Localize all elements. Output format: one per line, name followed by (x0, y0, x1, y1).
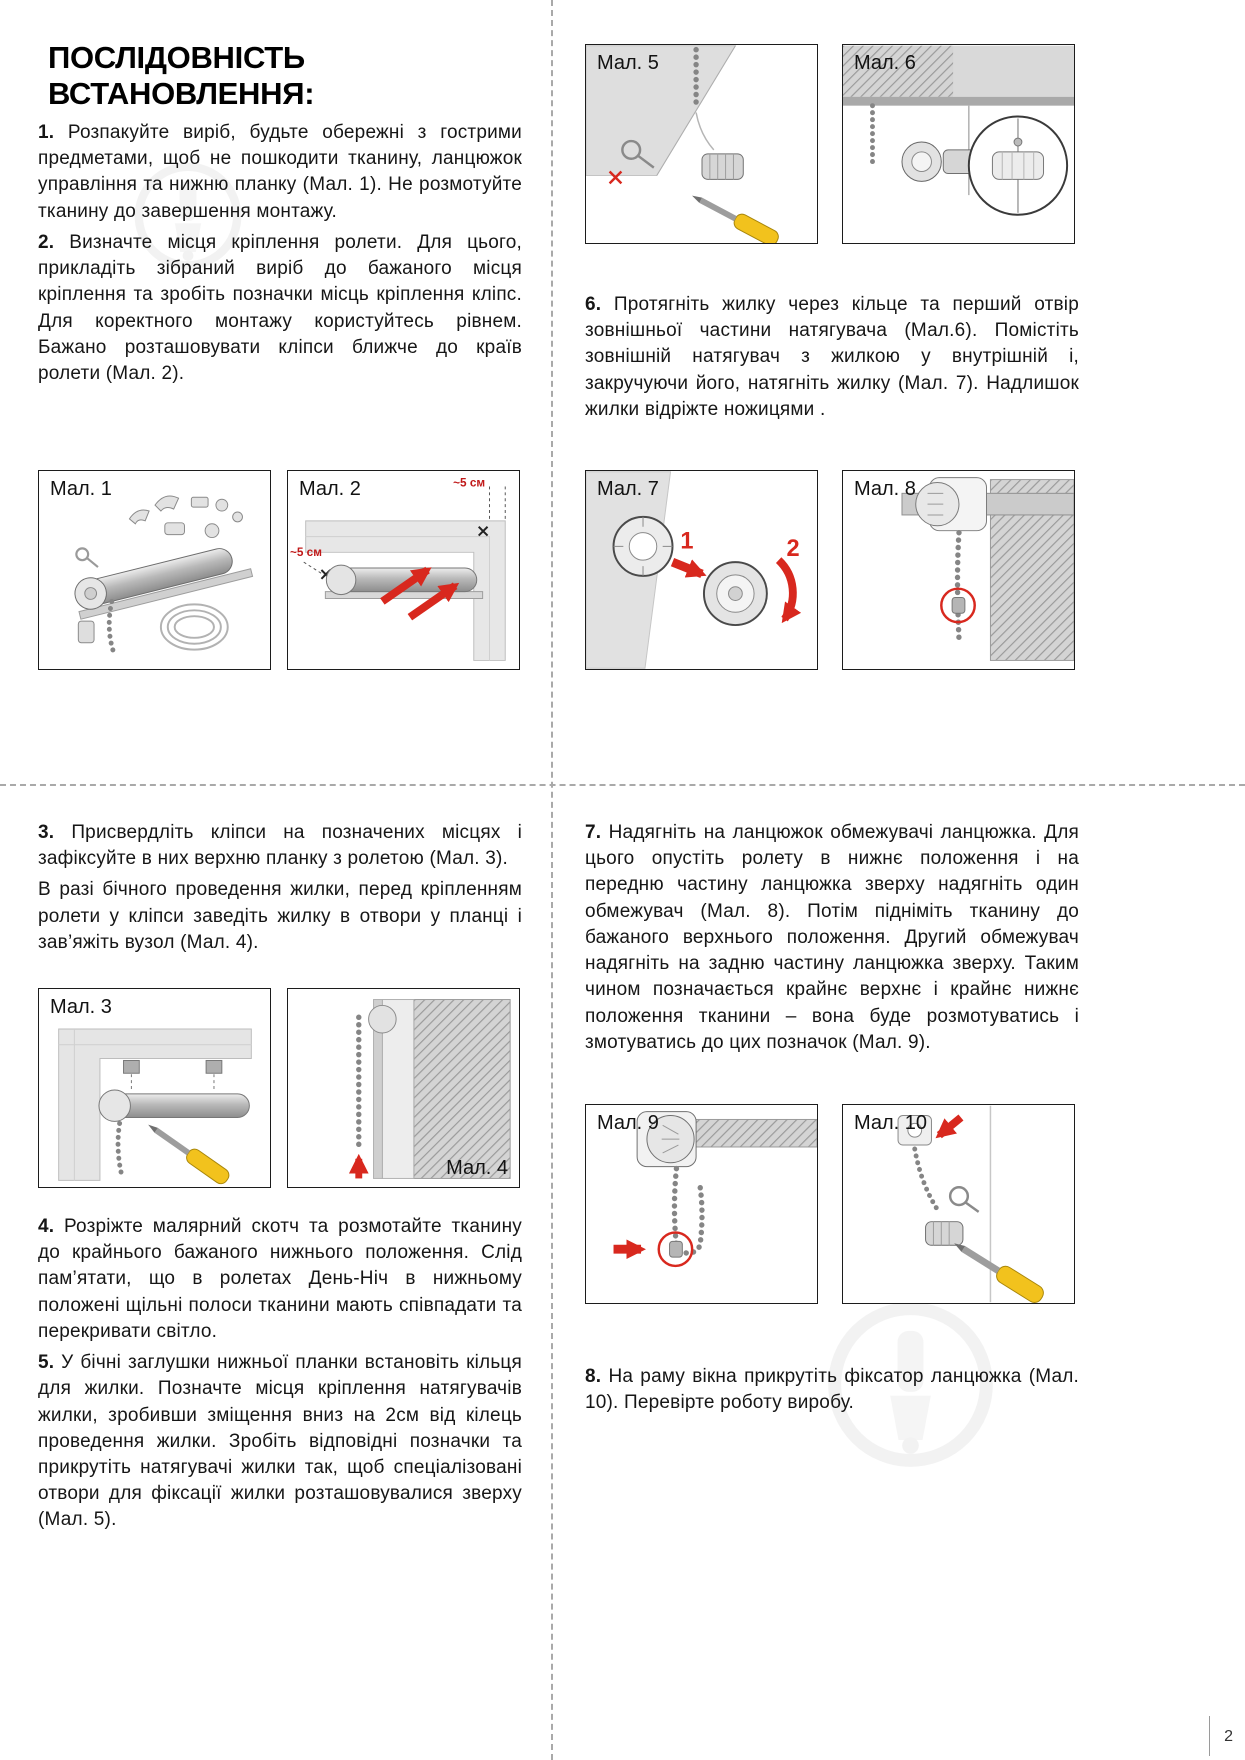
screwdriver-icon (144, 1118, 232, 1186)
step-1-text: 1. Розпакуйте виріб, будьте обережні з гострими предметами, щоб не пошкодити тканину, ланцюжок управління та нижню планку (Мал. 1). Не розмотуйте тканину до завершення монтажу. (38, 122, 522, 222)
chain-wheel (369, 1005, 397, 1033)
figure-1 (38, 470, 271, 670)
figure-4 (287, 988, 520, 1188)
fold-line-horizontal (0, 784, 1245, 786)
figure-8 (842, 470, 1075, 670)
bead-chain (118, 1123, 122, 1174)
step-6-text: 6. Протягніть жилку через кільце та перший отвір зовнішньої частини натягувача (Мал.6). Помістіть зовнішній натягувач з жилкою у внутрішній і, закручуючи його, натягніть жилку (Мал. 7). Надлишок жилки відріжте ножицями . (585, 294, 1079, 420)
step-2-text: 2. Визначте місця кріплення ролети. Для цього, прикладіть зібраний виріб до бажаного місця кріплення та зробіть позначки місць кріплення кліпс. Для коректного монтажу користуйтесь рівнем. Бажано розташовувати кліпси ближче до країв ролети (Мал. 2). (38, 231, 522, 384)
figure-5 (585, 44, 818, 244)
figure-8-label: Мал. 8 (854, 478, 916, 500)
fabric-roll (692, 1119, 817, 1147)
tensioner-outer (614, 517, 673, 576)
step-7-number: 7. (585, 822, 602, 843)
step-3-text-2: В разі бічного проведення жилки, перед кріпленням ролети у кліпси заведіть жилку в отвори у планці і зав’яжіть вузол (Мал. 4). (38, 879, 522, 953)
red-arrow (673, 562, 702, 574)
roller-assembly (72, 539, 253, 619)
fabric-panel (414, 1000, 510, 1179)
clip (124, 1060, 140, 1073)
step-6-block (585, 292, 1079, 428)
step-7-block (585, 820, 1079, 1061)
step-4-text: 4. Розріжте малярний скотч та розмотайте тканину до крайнього бажаного нижнього положення. Слід пам’ятати, що в ролетах День-Ніч в нижньому положені щільні полоси тканини мають співпадати та перекривати світло. (38, 1216, 522, 1342)
step-3-block (38, 820, 522, 961)
clip-part (78, 621, 94, 643)
figure-10-label: Мал. 10 (854, 1112, 928, 1134)
detail-inset (969, 116, 1067, 214)
chain-stopper (670, 1241, 683, 1257)
step-4-number: 4. (38, 1216, 55, 1237)
figure-5-label: Мал. 5 (597, 52, 659, 74)
figure-4-label: Мал. 4 (446, 1157, 508, 1179)
step-5-number: 5. (38, 1352, 55, 1374)
step-3-number: 3. (38, 822, 55, 843)
figure-10 (842, 1104, 1075, 1304)
figure-2 (287, 470, 520, 670)
page-title: ПОСЛІДОВНІСТЬ ВСТАНОВЛЕННЯ: (48, 40, 315, 111)
red-curved-arrow (779, 560, 793, 619)
line-wire (696, 113, 714, 150)
figure-7-label: Мал. 7 (597, 478, 659, 500)
figure-7 (585, 470, 818, 670)
figure-6-label: Мал. 6 (854, 52, 916, 74)
step-8-number: 8. (585, 1366, 602, 1387)
step-6-number: 6. (585, 294, 602, 315)
dimension-label: ~5 см (453, 476, 486, 490)
mounting-parts (129, 496, 242, 538)
figure-6 (842, 44, 1075, 244)
figure-9 (585, 1104, 818, 1304)
step-8-block (585, 1364, 1079, 1421)
steps-1-2-block (38, 120, 522, 392)
figure-1-label: Мал. 1 (50, 478, 112, 500)
step-2-number: 2. (38, 231, 55, 253)
bracket (916, 478, 987, 531)
step-5-text: 5. У бічні заглушки нижньої планки встановіть кільця для жилки. Позначте місця кріплення натягувачів жилки, зробивши зміщення вниз на 2см від кілець проведення жилки. Зробіть відповідні позначки та прикрутіть натягувачі жилки так, щоб спеціалізовані отвори для фіксації жилки розташовувалися зверху (Мал. 5). (38, 1352, 522, 1531)
eye-screw (950, 1187, 979, 1212)
page-number-value: 2 (1224, 1728, 1233, 1745)
step-8-text: 8. На раму вікна прикрутіть фіксатор ланцюжка (Мал. 10). Перевірте роботу виробу. (585, 1366, 1079, 1414)
figure-3 (38, 988, 271, 1188)
step-marker: 1 (680, 527, 694, 554)
step-7-text: 7. Надягніть на ланцюжок обмежувачі ланцюжка. Для цього опустіть ролету в нижнє положення і на передню частину ланцюжка зверху надягніть один обмежувач (Мал. 8). Потім підніміть тканину до бажаного верхнього положення. Другий обмежувач надягніть на задню частину ланцюжка зверху. Таким чином позначається крайнє верхнє і крайнє нижнє положення тканини – вона буде розмотуватись і змотуватись до цих позначок (Мал. 9). (585, 822, 1079, 1053)
page-number (1209, 1716, 1237, 1756)
figure-2-label: Мал. 2 (299, 478, 361, 500)
tensioner-inner (704, 562, 767, 625)
figure-3-label: Мал. 3 (50, 996, 112, 1018)
step-3-text: 3. Присвердліть кліпси на позначених місцях і зафіксуйте в них верхню планку з ролетою (Мал. 3). (38, 822, 522, 870)
step-1-number: 1. (38, 122, 55, 143)
figure-9-label: Мал. 9 (597, 1112, 659, 1134)
steps-4-5-block (38, 1214, 522, 1539)
chain-fixator (926, 1222, 963, 1246)
line-coil (161, 604, 228, 649)
chain-stopper (952, 598, 965, 614)
red-arrow (939, 1117, 961, 1135)
screwdriver-icon (688, 189, 780, 243)
line-tensioner (702, 154, 743, 180)
step-marker: 2 (786, 535, 800, 562)
bead-chain (915, 1149, 937, 1208)
fold-line-vertical (551, 0, 553, 1760)
eye-screw (76, 548, 98, 567)
dimension-label: ~5 см (289, 546, 322, 560)
screwdriver-icon (949, 1236, 1046, 1303)
clip (206, 1060, 222, 1073)
